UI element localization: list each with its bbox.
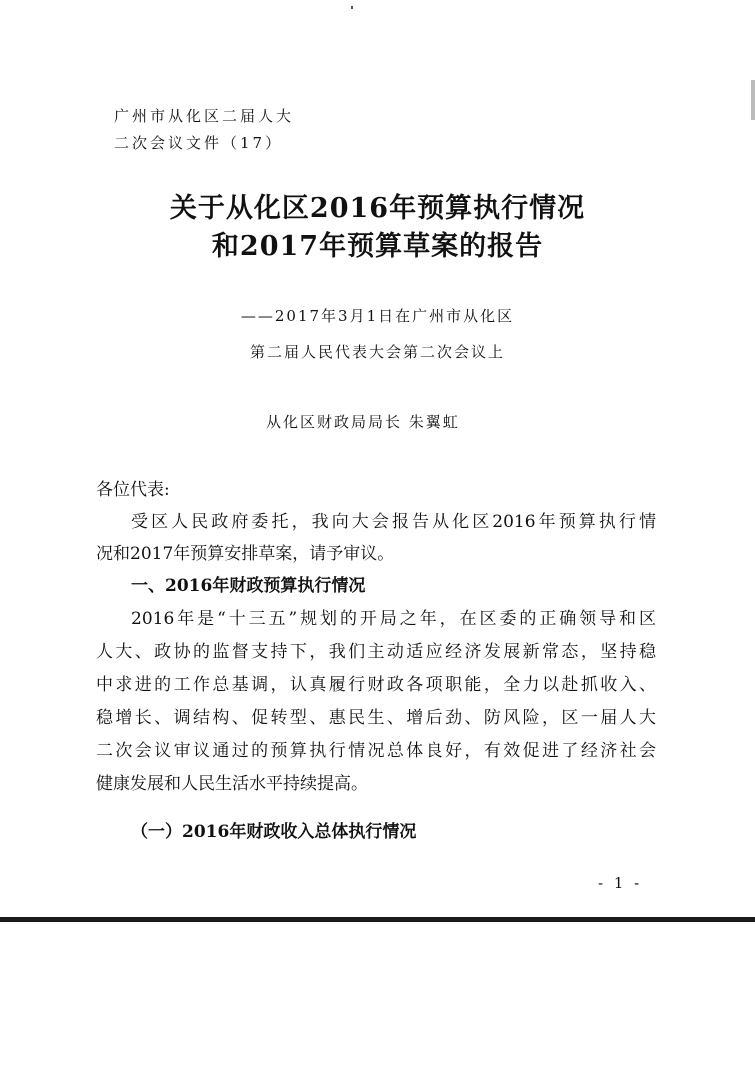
section-heading-1: 一、2016年财政预算执行情况 — [131, 576, 366, 596]
subtitle-line-1: ——2017年3月1日在广州市从化区 — [240, 307, 515, 325]
doc-ref-line-1: 广州市从化区二届人大 — [114, 107, 295, 125]
section-heading-2: （一）2016年财政收入总体执行情况 — [131, 822, 417, 842]
paragraph-1-line-1: 受区人民政府委托，我向大会报告从化区2016年预算执行情 — [131, 512, 656, 532]
paragraph-2-line-1: 2016年是“十三五”规划的开局之年，在区委的正确领导和区 — [131, 609, 656, 629]
title-line-2: 和2017年预算草案的报告 — [211, 231, 544, 262]
paragraph-2-line-6: 健康发展和人民生活水平持续提高。 — [96, 774, 368, 794]
scan-speck — [351, 6, 353, 9]
page-number: - 1 - — [598, 874, 643, 892]
paragraph-1-line-2: 况和2017年预算安排草案，请予审议。 — [96, 544, 395, 564]
paragraph-2-line-3: 中求进的工作总基调，认真履行财政各项职能，全力以赴抓收入、 — [96, 675, 656, 695]
page-bottom-rule — [0, 917, 755, 922]
doc-ref-line-2: 二次会议文件（17） — [114, 134, 284, 152]
salutation: 各位代表: — [96, 480, 170, 500]
paragraph-2-line-5: 二次会议审议通过的预算执行情况总体良好，有效促进了经济社会 — [96, 741, 656, 761]
paragraph-2-line-2: 人大、政协的监督支持下，我们主动适应经济发展新常态，坚持稳 — [96, 642, 656, 662]
scan-edge-mark — [751, 80, 755, 120]
title-line-1: 关于从化区2016年预算执行情况 — [169, 193, 586, 224]
subtitle-line-2: 第二届人民代表大会第二次会议上 — [249, 343, 505, 361]
paragraph-2-line-4: 稳增长、调结构、促转型、惠民生、增后劲、防风险，区一届人大 — [96, 708, 656, 728]
author-line: 从化区财政局局长 朱翼虹 — [266, 413, 460, 431]
